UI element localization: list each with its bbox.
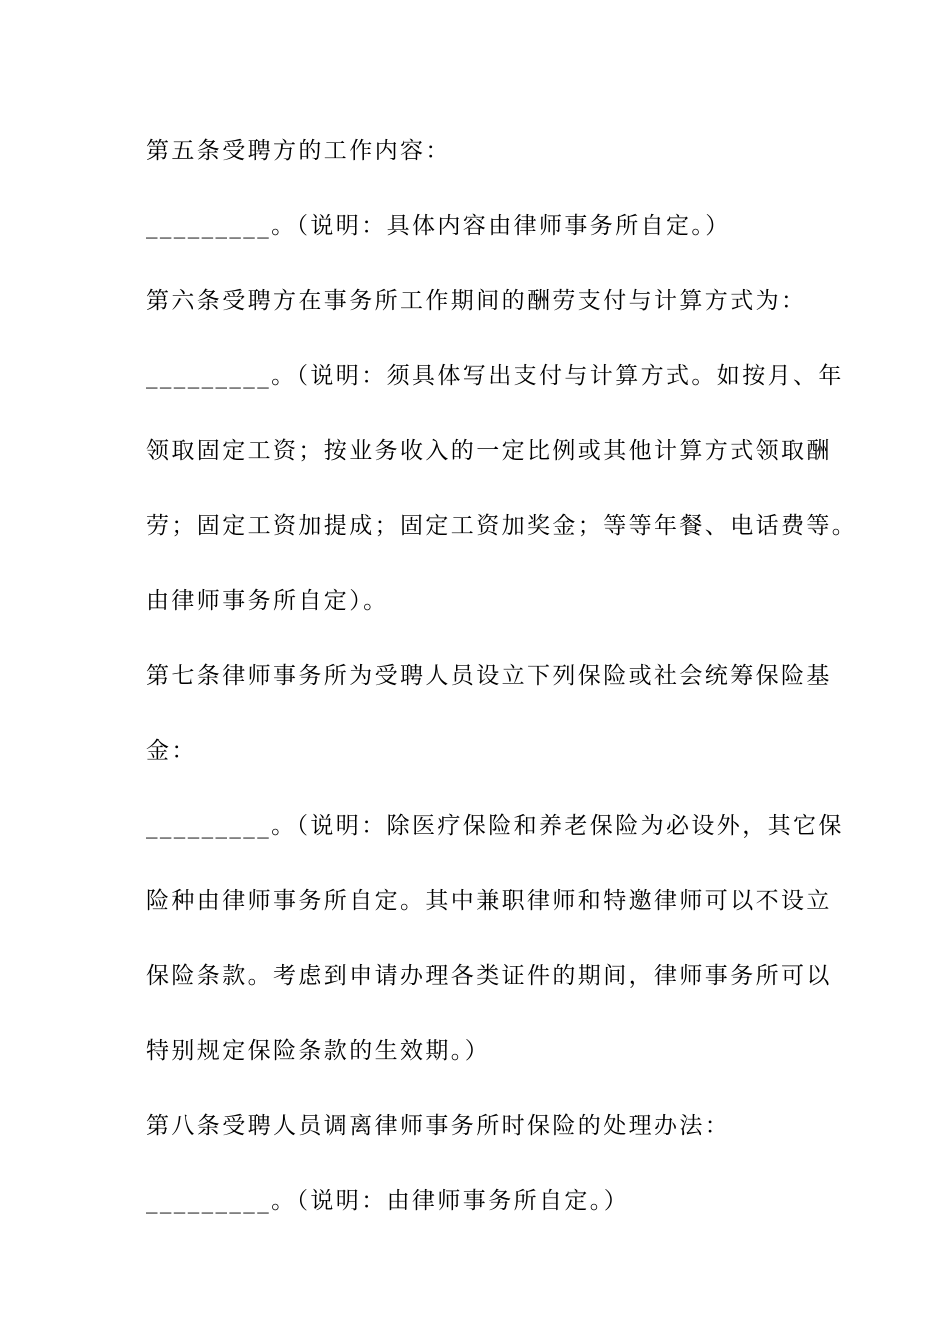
article-5-blank-note: _________。（说明：具体内容由律师事务所自定。）	[146, 213, 731, 239]
article-7-note-line-3: 保险条款。考虑到申请办理各类证件的期间，律师事务所可以	[146, 963, 832, 989]
article-7-note-line-1: _________。（说明：除医疗保险和养老保险为必设外，其它保	[146, 813, 844, 839]
article-6-note-line-4: 由律师事务所自定）。	[146, 588, 389, 614]
article-7-note-line-2: 险种由律师事务所自定。其中兼职律师和特邀律师可以不设立	[146, 888, 832, 914]
article-5-heading: 第五条受聘方的工作内容：	[146, 138, 451, 164]
article-8-heading: 第八条受聘人员调离律师事务所时保险的处理办法：	[146, 1113, 731, 1139]
article-7-heading-line-2: 金：	[146, 738, 197, 764]
article-7-note-line-4: 特别规定保险条款的生效期。）	[146, 1038, 491, 1064]
article-6-note-line-1: _________。（说明：须具体写出支付与计算方式。如按月、年	[146, 363, 844, 389]
article-6-note-line-2: 领取固定工资；按业务收入的一定比例或其他计算方式领取酬	[146, 438, 832, 464]
article-6-note-line-3: 劳；固定工资加提成；固定工资加奖金；等等年餐、电话费等。	[146, 513, 858, 539]
article-7-heading-line-1: 第七条律师事务所为受聘人员设立下列保险或社会统筹保险基	[146, 663, 832, 689]
article-8-blank-note: _________。（说明：由律师事务所自定。）	[146, 1188, 630, 1214]
article-6-heading: 第六条受聘方在事务所工作期间的酬劳支付与计算方式为：	[146, 288, 807, 314]
